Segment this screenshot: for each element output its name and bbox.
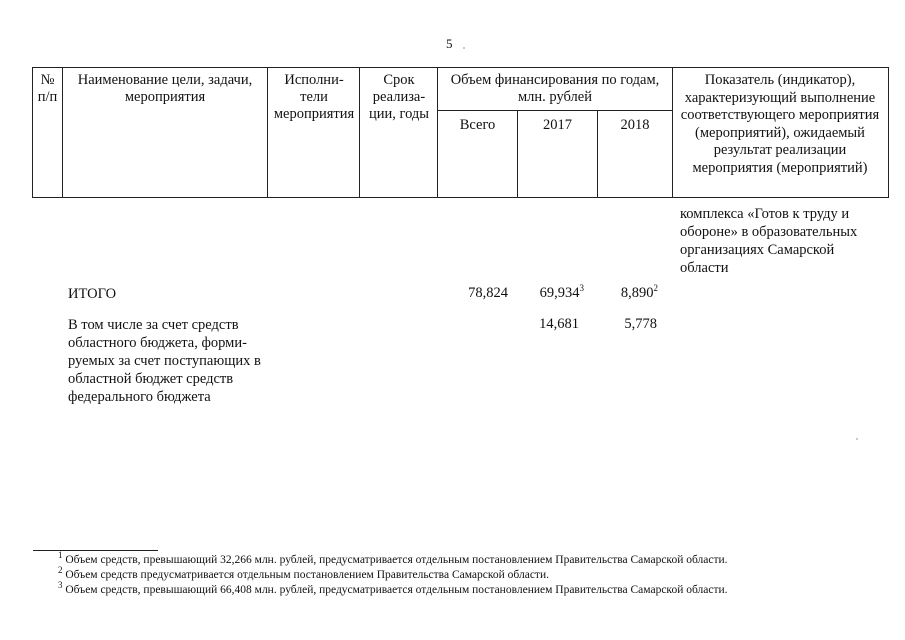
footnote	[58, 580, 878, 597]
row-2018: 8,890	[620, 285, 654, 301]
footnote-ref: 3	[579, 283, 584, 294]
scan-speck	[463, 47, 465, 49]
row-2018-wrap	[598, 285, 658, 302]
row-label: В том числе за счет средств областного бюджета, форми- руемых за счет поступающих в областной бюджет средств федерального бюджета	[68, 317, 261, 405]
header-financing: Объем финансирования по годам, млн. рублей	[450, 72, 660, 105]
col-border	[672, 67, 673, 198]
col-border	[888, 67, 889, 198]
header-indicator: Показатель (индикатор), характеризующий выполнение соответствующего мероприятия (мероприятий), ожидаемый результат реализации мероприятия (мероприятий)	[680, 72, 880, 176]
footnote-ref: 2	[653, 283, 658, 294]
header-name: Наименование цели, задачи, мероприятия	[77, 72, 253, 105]
footnote-text: Объем средств, превышающий 66,408 млн. рублей, предусматривается отдельным постановлением Правительства Самарской области.	[65, 584, 728, 596]
col-border	[267, 67, 268, 198]
page-number: 5	[446, 36, 453, 51]
col-border	[359, 67, 360, 198]
header-top-border	[32, 67, 888, 68]
col-border	[62, 67, 63, 198]
header-term: Срок реализа- ции, годы	[368, 72, 430, 122]
footnote-text: Объем средств, превышающий 32,266 млн. рублей, предусматривается отдельным постановлением Правительства Самарской области.	[65, 554, 728, 566]
header-num: № п/п	[37, 72, 58, 105]
footnote-separator	[33, 550, 158, 551]
header-total: Всего	[459, 117, 496, 133]
row-2017-wrap	[518, 285, 584, 302]
row-total: 78,824	[468, 285, 508, 301]
row-2017: 14,681	[539, 316, 579, 332]
footnote-text: Объем средств предусматривается отдельным постановлением Правительства Самарской области.	[65, 569, 549, 581]
footnote-mark: 2	[58, 565, 63, 576]
header-executors: Исполни- тели мероприятия	[273, 72, 355, 122]
financing-subheader-border	[437, 110, 672, 111]
row-2017: 69,934	[539, 285, 580, 301]
indicator-continuation: комплекса «Готов к труду и обороне» в образовательных организациях Самарской области	[680, 206, 858, 276]
header-2017: 2017	[543, 117, 572, 133]
header-bottom-border	[32, 197, 888, 198]
scan-speck	[856, 438, 858, 440]
footnote	[58, 550, 878, 567]
footnote-mark: 1	[58, 550, 63, 561]
footnote	[58, 565, 878, 582]
row-2018: 5,778	[624, 316, 657, 332]
row-label: ИТОГО	[68, 286, 117, 302]
header-2018: 2018	[620, 117, 650, 133]
footnote-mark: 3	[58, 580, 63, 591]
